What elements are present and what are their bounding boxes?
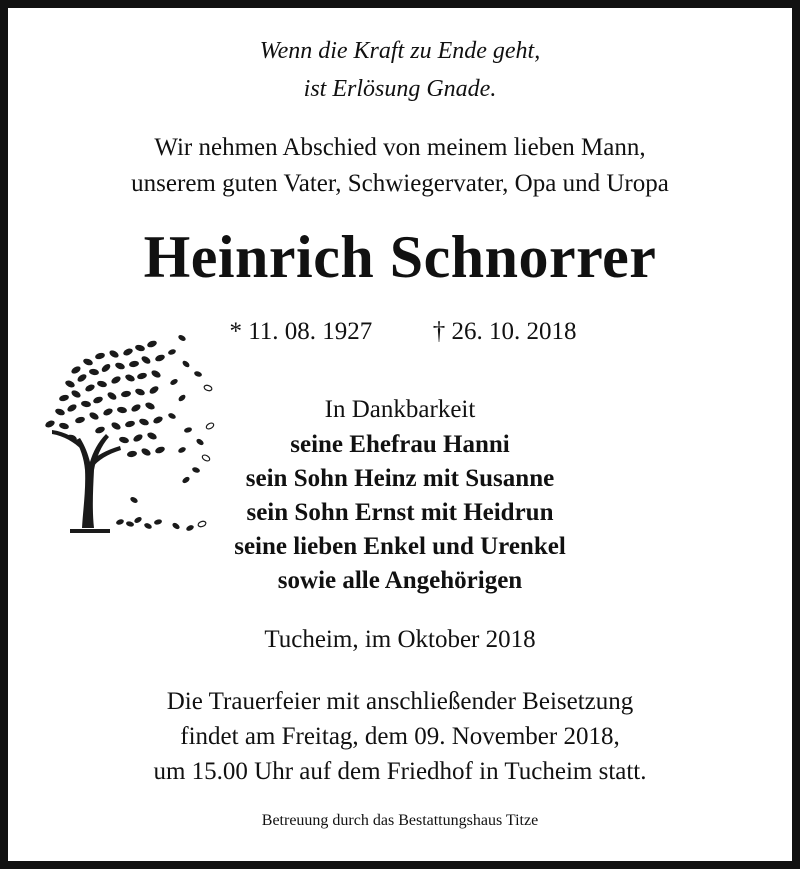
funeral-info-line-2: findet am Freitag, dem 09. November 2018,: [180, 723, 620, 750]
birth-date: * 11. 08. 1927: [229, 318, 373, 345]
motto-line-1: Wenn die Kraft zu Ende geht,: [259, 38, 541, 64]
place-date: Tucheim, im Oktober 2018: [264, 626, 536, 653]
motto-line-2: ist Erlösung Gnade.: [303, 76, 497, 102]
funeral-info-line-3: um 15.00 Uhr auf dem Friedhof in Tucheim statt.: [153, 758, 647, 785]
funeral-home-credit: Betreuung durch das Bestattungshaus Titze: [261, 812, 539, 829]
death-date: † 26. 10. 2018: [432, 318, 577, 345]
mourner-line: sein Sohn Ernst mit Heidrun: [246, 499, 554, 526]
mourner-line: seine lieben Enkel und Urenkel: [234, 533, 566, 560]
mourner-line: sein Sohn Heinz mit Susanne: [245, 465, 555, 492]
intro-line-1: Wir nehmen Abschied von meinem lieben Mann,: [154, 134, 646, 161]
deceased-name: Heinrich Schnorrer: [143, 224, 657, 290]
mourner-line: seine Ehefrau Hanni: [290, 431, 510, 458]
intro-line-2: unserem guten Vater, Schwiegervater, Opa und Uropa: [131, 170, 669, 197]
mourner-line: sowie alle Angehörigen: [277, 567, 523, 594]
thanks-heading: In Dankbarkeit: [324, 396, 476, 423]
funeral-info-line-1: Die Trauerfeier mit anschließender Beisetzung: [166, 688, 634, 715]
